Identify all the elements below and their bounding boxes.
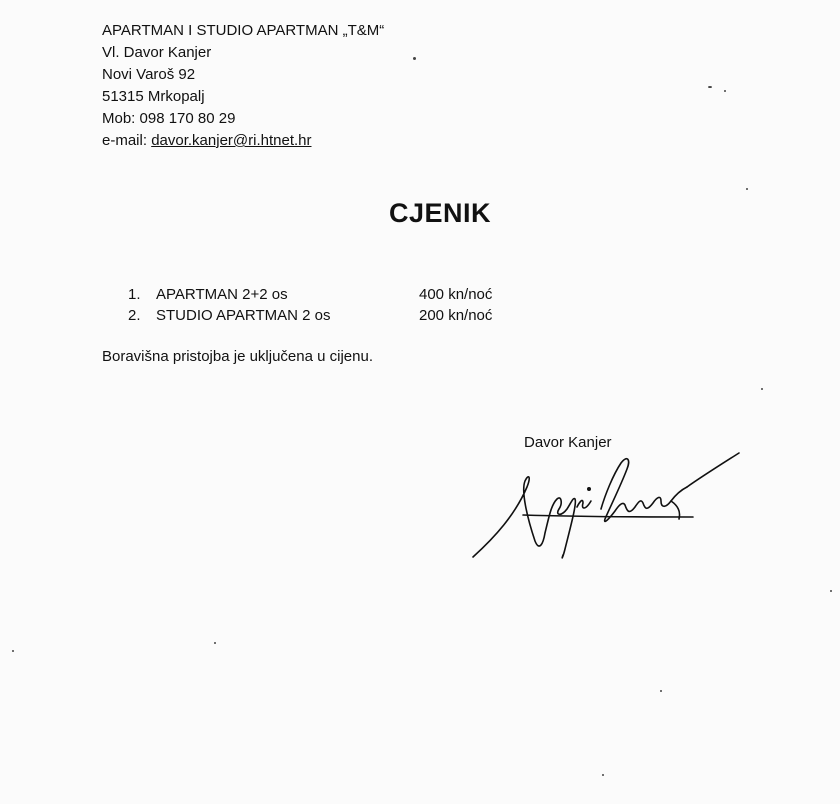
price-item-number: 2. <box>128 307 141 324</box>
scan-speck <box>708 86 712 88</box>
price-item-name: STUDIO APARTMAN 2 os <box>156 307 331 324</box>
price-list <box>128 284 528 326</box>
price-row <box>128 284 528 305</box>
scan-speck <box>724 90 726 92</box>
signature-name: Davor Kanjer <box>524 434 612 451</box>
letterhead <box>102 20 384 152</box>
scan-speck <box>660 690 662 692</box>
city-address: 51315 Mrkopalj <box>102 88 205 105</box>
price-item-name: APARTMAN 2+2 os <box>156 286 288 303</box>
scan-speck <box>12 650 14 652</box>
company-name: APARTMAN I STUDIO APARTMAN „T&M“ <box>102 22 385 39</box>
scan-speck <box>746 188 748 190</box>
street-address: Novi Varoš 92 <box>102 66 196 83</box>
scan-speck <box>830 590 832 592</box>
price-item-number: 1. <box>128 286 141 303</box>
price-row <box>128 305 528 326</box>
scan-speck <box>413 57 416 60</box>
scan-speck <box>761 388 763 390</box>
price-item-value: 400 kn/noć <box>419 286 493 303</box>
email-line <box>102 130 384 152</box>
price-item-value: 200 kn/noć <box>419 307 493 324</box>
email-link[interactable]: davor.kanjer@ri.htnet.hr <box>151 132 312 149</box>
scan-speck <box>214 642 216 644</box>
page-title: CJENIK <box>388 198 492 228</box>
handwritten-signature <box>465 445 755 575</box>
email-label: e-mail: <box>102 132 148 149</box>
tax-note: Boravišna pristojba je uključena u cijenu. <box>102 348 373 365</box>
scan-speck <box>602 774 604 776</box>
mobile-number: Mob: 098 170 80 29 <box>102 110 236 127</box>
owner-name: Vl. Davor Kanjer <box>102 44 212 61</box>
